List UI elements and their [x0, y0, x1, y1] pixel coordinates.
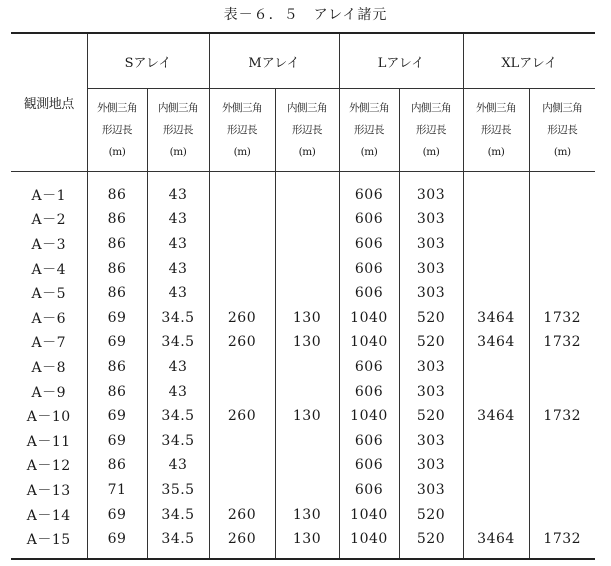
- value-cell-l-out: 606: [339, 379, 399, 404]
- value-cell-l-in: 303: [399, 429, 463, 454]
- value-cell-s-out: 69: [87, 429, 147, 454]
- station-cell: A－6: [11, 306, 87, 331]
- value-cell-m-in: [275, 207, 339, 232]
- inner-unit: (m): [553, 146, 571, 158]
- outer-line2: 形辺長: [481, 124, 511, 136]
- value-cell-s-out: 86: [87, 172, 147, 208]
- value-cell-xl-out: [463, 172, 529, 208]
- value-cell-s-in: 43: [147, 172, 209, 208]
- xl-inner-header: [529, 89, 595, 172]
- value-cell-l-in: 520: [399, 502, 463, 527]
- inner-unit: (m): [422, 146, 440, 158]
- value-cell-l-out: 1040: [339, 306, 399, 331]
- value-cell-s-in: 34.5: [147, 527, 209, 559]
- outer-unit: (m): [487, 146, 505, 158]
- value-cell-s-out: 71: [87, 478, 147, 503]
- table-row: [11, 281, 595, 306]
- value-cell-m-out: [209, 281, 275, 306]
- subheader-row: [11, 89, 595, 172]
- table-row: [11, 256, 595, 281]
- value-cell-xl-in: [529, 232, 595, 257]
- s-inner-header: [147, 89, 209, 172]
- outer-line1: 外側三角: [222, 102, 262, 114]
- value-cell-m-out: [209, 355, 275, 380]
- station-cell: A－15: [11, 527, 87, 559]
- value-cell-xl-out: [463, 429, 529, 454]
- table-row: [11, 453, 595, 478]
- value-cell-m-out: 260: [209, 306, 275, 331]
- table-row: [11, 478, 595, 503]
- value-cell-m-in: 130: [275, 502, 339, 527]
- station-column-header: 観測地点: [11, 33, 87, 172]
- table-title: 表－６．５ アレイ諸元: [223, 7, 388, 23]
- value-cell-l-out: 606: [339, 429, 399, 454]
- value-cell-xl-out: 3464: [463, 527, 529, 559]
- value-cell-l-out: 606: [339, 256, 399, 281]
- outer-line1: 外側三角: [476, 102, 516, 114]
- value-cell-xl-in: 1732: [543, 334, 582, 351]
- value-cell-xl-in: [529, 429, 595, 454]
- value-cell-m-in: [275, 429, 339, 454]
- value-cell-m-out: [209, 232, 275, 257]
- value-cell-m-in: [275, 232, 339, 257]
- s-array-header: Sアレイ: [87, 33, 209, 89]
- value-cell-m-in: [275, 478, 339, 503]
- outer-line1: 外側三角: [97, 102, 137, 114]
- m-array-header: Mアレイ: [209, 33, 339, 89]
- station-cell: A－4: [11, 256, 87, 281]
- value-cell-xl-in: [529, 207, 595, 232]
- table-row: [11, 527, 595, 559]
- outer-unit: (m): [108, 146, 126, 158]
- value-cell-l-in: 303: [399, 453, 463, 478]
- value-cell-xl-in: 1732: [543, 408, 582, 425]
- value-cell-xl-out: [463, 379, 529, 404]
- value-cell-l-out: 606: [339, 453, 399, 478]
- value-cell-xl-in: 1732: [543, 531, 582, 548]
- outer-line2: 形辺長: [354, 124, 384, 136]
- value-cell-s-in: 34.5: [147, 429, 209, 454]
- xl-outer-header: [463, 89, 529, 172]
- value-cell-l-out: 606: [339, 172, 399, 208]
- value-cell-m-out: 260: [209, 527, 275, 559]
- station-cell: A－14: [11, 502, 87, 527]
- station-cell: A－2: [11, 207, 87, 232]
- value-cell-l-in: 303: [399, 478, 463, 503]
- value-cell-xl-out: 3464: [463, 330, 529, 355]
- inner-line1: 内側三角: [411, 102, 451, 114]
- table-row: [11, 330, 595, 355]
- inner-unit: (m): [298, 146, 316, 158]
- value-cell-s-out: 86: [87, 256, 147, 281]
- inner-line2: 形辺長: [416, 124, 446, 136]
- value-cell-xl-out: [463, 232, 529, 257]
- value-cell-xl-out: [463, 453, 529, 478]
- value-cell-xl-out: [463, 355, 529, 380]
- value-cell-m-out: 260: [209, 404, 275, 429]
- value-cell-s-out: 86: [87, 281, 147, 306]
- station-cell: A－7: [11, 330, 87, 355]
- value-cell-m-in: [275, 172, 339, 208]
- value-cell-xl-in: [529, 172, 595, 208]
- value-cell-m-out: 260: [209, 502, 275, 527]
- value-cell-xl-out: [463, 478, 529, 503]
- value-cell-s-in: 43: [147, 256, 209, 281]
- station-cell: A－3: [11, 232, 87, 257]
- array-spec-table: [11, 32, 595, 560]
- value-cell-s-out: 86: [87, 379, 147, 404]
- value-cell-l-in: 520: [399, 330, 463, 355]
- l-inner-header: [399, 89, 463, 172]
- value-cell-xl-in: [529, 453, 595, 478]
- l-array-header: Lアレイ: [339, 33, 463, 89]
- value-cell-m-in: 130: [275, 527, 339, 559]
- value-cell-m-in: [275, 355, 339, 380]
- value-cell-s-out: 86: [87, 232, 147, 257]
- value-cell-m-in: 130: [275, 330, 339, 355]
- value-cell-s-in: 43: [147, 453, 209, 478]
- value-cell-xl-in: [529, 502, 595, 527]
- value-cell-xl-out: [463, 256, 529, 281]
- value-cell-l-in: 520: [399, 306, 463, 331]
- value-cell-s-out: 86: [87, 453, 147, 478]
- table-row: [11, 207, 595, 232]
- array-header-row: [11, 33, 595, 89]
- value-cell-m-out: [209, 453, 275, 478]
- value-cell-l-out: 606: [339, 281, 399, 306]
- inner-unit: (m): [169, 146, 187, 158]
- value-cell-xl-in: [529, 256, 595, 281]
- value-cell-xl-out: [463, 502, 529, 527]
- value-cell-xl-out: 3464: [463, 306, 529, 331]
- value-cell-l-out: 606: [339, 232, 399, 257]
- value-cell-s-in: 34.5: [147, 502, 209, 527]
- value-cell-xl-out: [463, 207, 529, 232]
- table-row: [11, 232, 595, 257]
- value-cell-s-in: 43: [147, 281, 209, 306]
- station-cell: A－1: [11, 172, 87, 208]
- table-row: [11, 404, 595, 429]
- station-cell: A－9: [11, 379, 87, 404]
- value-cell-m-in: [275, 256, 339, 281]
- value-cell-m-out: [209, 172, 275, 208]
- station-cell: A－10: [11, 404, 87, 429]
- outer-unit: (m): [360, 146, 378, 158]
- value-cell-s-in: 34.5: [147, 404, 209, 429]
- value-cell-m-out: [209, 256, 275, 281]
- value-cell-l-in: 520: [399, 404, 463, 429]
- inner-line2: 形辺長: [292, 124, 322, 136]
- value-cell-xl-out: [463, 281, 529, 306]
- inner-line1: 内側三角: [158, 102, 198, 114]
- value-cell-l-out: 606: [339, 478, 399, 503]
- value-cell-m-in: [275, 453, 339, 478]
- value-cell-l-out: 1040: [339, 404, 399, 429]
- outer-line2: 形辺長: [227, 124, 257, 136]
- value-cell-s-out: 69: [87, 404, 147, 429]
- value-cell-s-in: 35.5: [147, 478, 209, 503]
- value-cell-s-out: 69: [87, 330, 147, 355]
- value-cell-xl-in: [529, 281, 595, 306]
- value-cell-l-in: 303: [399, 172, 463, 208]
- value-cell-s-out: 69: [87, 306, 147, 331]
- value-cell-l-in: 303: [399, 232, 463, 257]
- value-cell-m-out: [209, 379, 275, 404]
- value-cell-s-in: 43: [147, 207, 209, 232]
- station-cell: A－12: [11, 453, 87, 478]
- station-cell: A－5: [11, 281, 87, 306]
- station-cell: A－8: [11, 355, 87, 380]
- outer-line1: 外側三角: [349, 102, 389, 114]
- table-row: [11, 379, 595, 404]
- table-row: [11, 306, 595, 331]
- inner-line2: 形辺長: [163, 124, 193, 136]
- value-cell-l-in: 303: [399, 256, 463, 281]
- value-cell-s-in: 43: [147, 355, 209, 380]
- value-cell-m-out: [209, 207, 275, 232]
- value-cell-l-out: 606: [339, 207, 399, 232]
- value-cell-m-in: [275, 379, 339, 404]
- inner-line2: 形辺長: [547, 124, 578, 136]
- value-cell-l-out: 1040: [339, 330, 399, 355]
- value-cell-m-out: 260: [209, 330, 275, 355]
- value-cell-s-in: 43: [147, 232, 209, 257]
- m-outer-header: [209, 89, 275, 172]
- outer-line2: 形辺長: [102, 124, 132, 136]
- value-cell-s-in: 43: [147, 379, 209, 404]
- value-cell-xl-in: [529, 379, 595, 404]
- value-cell-xl-in: 1732: [543, 309, 582, 326]
- value-cell-m-out: [209, 429, 275, 454]
- station-cell: A－13: [11, 478, 87, 503]
- l-outer-header: [339, 89, 399, 172]
- value-cell-s-in: 34.5: [147, 306, 209, 331]
- value-cell-m-in: 130: [275, 404, 339, 429]
- value-cell-s-out: 86: [87, 355, 147, 380]
- value-cell-l-out: 606: [339, 355, 399, 380]
- station-cell: A－11: [11, 429, 87, 454]
- value-cell-l-in: 520: [399, 527, 463, 559]
- value-cell-l-out: 1040: [339, 527, 399, 559]
- value-cell-m-in: [275, 281, 339, 306]
- xl-array-header: XLアレイ: [463, 33, 595, 89]
- value-cell-s-in: 34.5: [147, 330, 209, 355]
- table-row: [11, 355, 595, 380]
- value-cell-s-out: 86: [87, 207, 147, 232]
- outer-unit: (m): [233, 146, 251, 158]
- value-cell-l-in: 303: [399, 379, 463, 404]
- value-cell-l-in: 303: [399, 207, 463, 232]
- value-cell-l-out: 1040: [339, 502, 399, 527]
- value-cell-l-in: 303: [399, 355, 463, 380]
- table-row: [11, 502, 595, 527]
- inner-line1: 内側三角: [287, 102, 327, 114]
- value-cell-s-out: 69: [87, 527, 147, 559]
- inner-line1: 内側三角: [542, 102, 583, 114]
- value-cell-xl-in: [529, 478, 595, 503]
- value-cell-xl-in: [529, 355, 595, 380]
- s-outer-header: [87, 89, 147, 172]
- value-cell-s-out: 69: [87, 502, 147, 527]
- value-cell-m-in: 130: [275, 306, 339, 331]
- value-cell-m-out: [209, 478, 275, 503]
- table-row: [11, 429, 595, 454]
- table-row: [11, 172, 595, 208]
- m-inner-header: [275, 89, 339, 172]
- value-cell-l-in: 303: [399, 281, 463, 306]
- table-body: [11, 172, 595, 560]
- value-cell-xl-out: 3464: [463, 404, 529, 429]
